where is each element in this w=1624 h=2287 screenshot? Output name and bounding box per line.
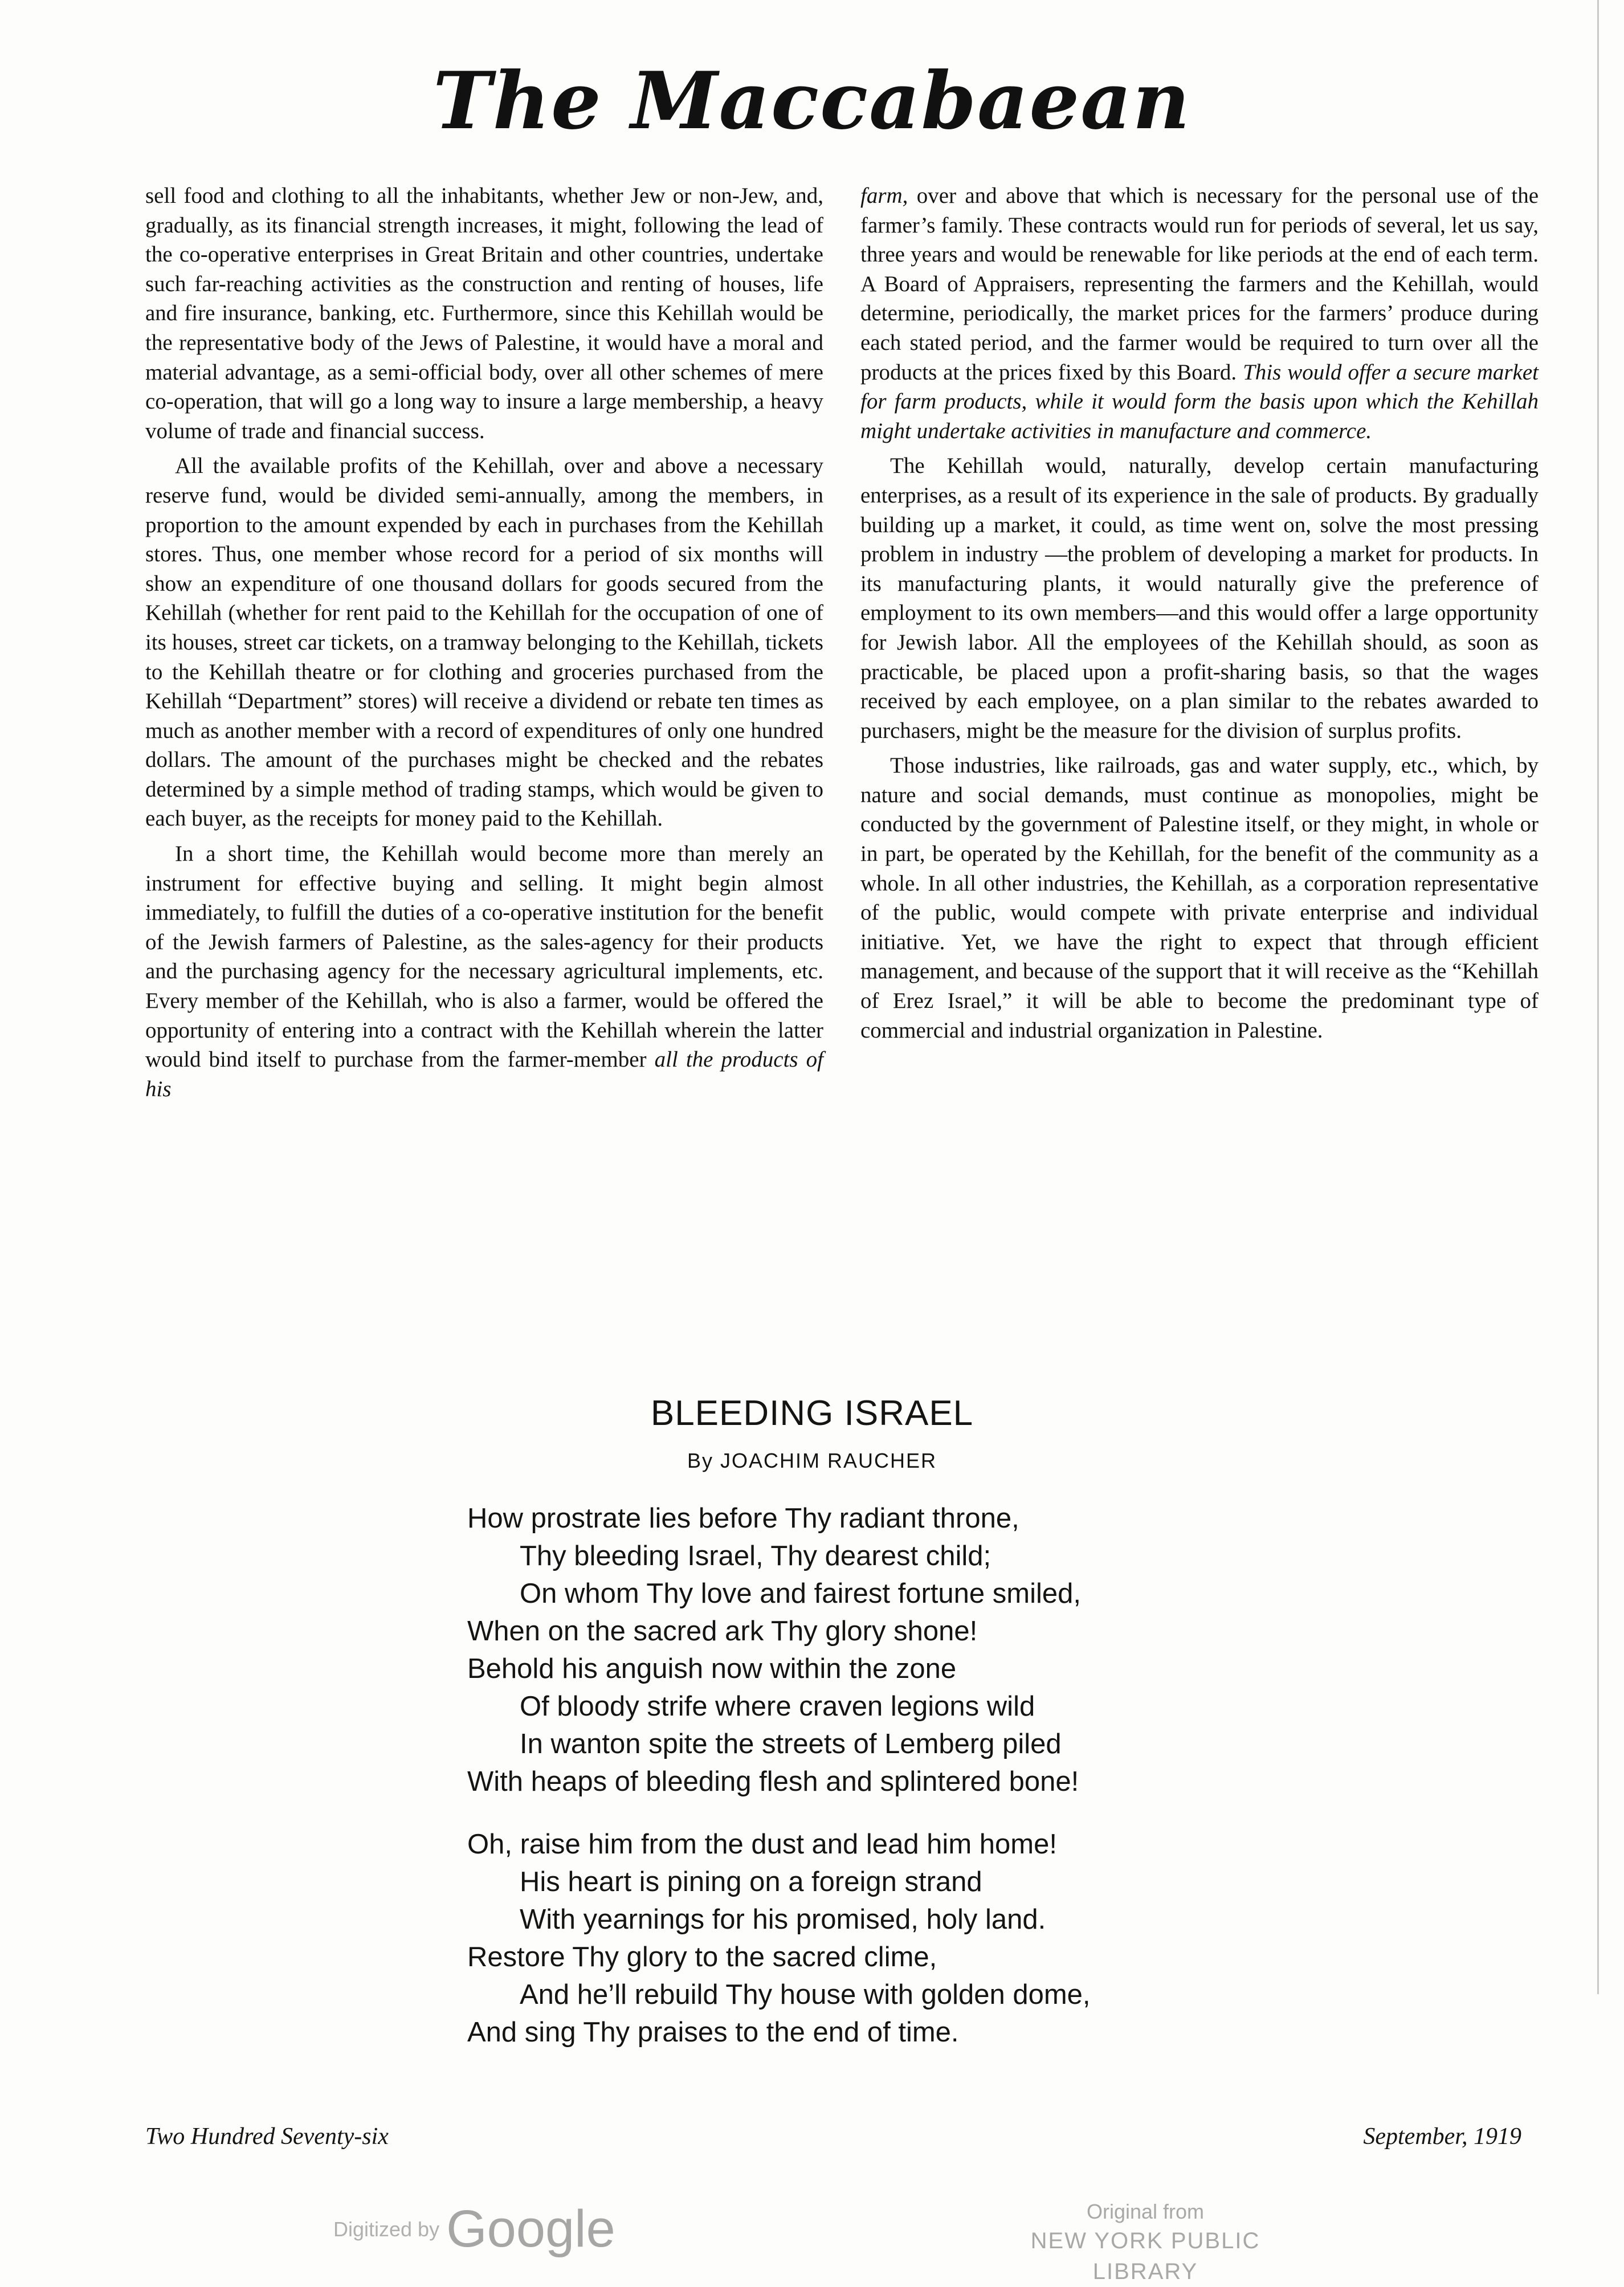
paragraph-italic-text: all the products of his <box>145 1047 823 1101</box>
page-number: Two Hundred Seventy-six <box>145 2123 389 2150</box>
digitized-by-label: Digitized by <box>333 2217 440 2241</box>
poem-line: And he’ll rebuild Thy house with golden dome, <box>520 1979 1091 2010</box>
paragraph: The Kehillah would, naturally, develop certain manufacturing enterprises, as a result of its experience in the sale of products. By gradually building up a market, it could, as time went on, solve the most pressing problem in industry —the problem of developing a market for products. In its manufacturing plants, it would naturally give the preference of employment to its own members—and this would offer a large opportunity for Jewish labor. All the employees of the Kehillah should, as soon as practicable, be placed upon a profit-sharing basis, so that the wages received by each employee, on a plan similar to the rebates awarded to purchasers, might be the measure for the division of surplus profits. <box>860 454 1539 743</box>
poem-line: Thy bleeding Israel, Thy dearest child; <box>520 1541 991 1571</box>
poem-line: Oh, raise him from the dust and lead him home! <box>467 1829 1057 1860</box>
poem-line: With heaps of bleeding flesh and splintered bone! <box>467 1766 1079 1797</box>
paragraph <box>145 839 823 1104</box>
poem-byline: By JOACHIM RAUCHER <box>687 1449 937 1472</box>
poem-line: When on the sacred ark Thy glory shone! <box>467 1616 978 1647</box>
article-column-left <box>145 181 823 1104</box>
poem-line: How prostrate lies before Thy radiant throne, <box>467 1503 1019 1534</box>
poem-line: And sing Thy praises to the end of time. <box>467 2017 959 2048</box>
paragraph: All the available profits of the Kehillah, over and above a necessary reserve fund, would be divided semi-annually, among the members, in proportion to the amount expended by each in purchases from the Kehillah stores. Thus, one member whose record for a period of six months will show an expenditure of one thousand dollars for goods secured from the Kehillah (whether for rent paid to the Kehillah for the occupation of one of its houses, street car tickets, on a tramway belonging to the Kehillah, tickets to the Kehillah theatre or for clothing and groceries purchased from the Kehillah “Department” stores) will receive a dividend or rebate ten times as much as another member with a record of expenditures of only one hundred dollars. The amount of the purchases might be checked and the rebates determined by a simple method of trading stamps, which would be given to each buyer, as the receipts for money paid to the Kehillah. <box>145 454 823 831</box>
masthead-title: The Maccabaean <box>433 54 1191 147</box>
poem-line: Restore Thy glory to the sacred clime, <box>467 1942 937 1972</box>
paragraph: Those industries, like railroads, gas and water supply, etc., which, by nature and social demands, must continue as monopolies, might be conducted by the government of Palestine itself, or they might, in whole or in part, be operated by the Kehillah, for the benefit of the community as a whole. In all other industries, the Kehillah, as a corporation representative of the public, would compete with private enterprise and individual initiative. Yet, we have the right to expect that through efficient management, and because of the support that it will receive as the “Kehillah of Erez Israel,” it will be able to become the predominant type of commercial and industrial organization in Palestine. <box>860 753 1539 1043</box>
paragraph <box>860 181 1539 446</box>
article-body <box>145 181 1539 1104</box>
original-from-label: Original from <box>1086 2200 1205 2223</box>
paragraph: sell food and clothing to all the inhabitants, whether Jew or non-Jew, and, gradually, as its financial strength increases, it might, following the lead of the co-operative enterprises in Great Britain and other countries, undertake such far-reaching activities as the construction and renting of houses, life and fire insurance, banking, etc. Furthermore, since this Kehillah would be the representative body of the Jews of Palestine, it would have a moral and material advantage, as a semi-official body, over all other schemes of mere co-operation, that will go a long way to insure a large membership, a heavy volume of trade and financial success. <box>145 183 823 443</box>
paragraph-text: In a short time, the Kehillah would become more than merely an instrument for effective buying and selling. It might begin almost immediately, to fulfill the duties of a co-operative institution for the benefit of the Jewish farmers of Palestine, as the sales-agency for their products and the purchasing agency for the necessary agricultural implements, etc. Every member of the Kehillah, who is also a farmer, would be offered the opportunity of entering into a contract with the Kehillah wherein the latter would bind itself to purchase from the farmer-member <box>145 842 823 1072</box>
poem-line: His heart is pining on a foreign strand <box>520 1867 982 1897</box>
digitized-by-watermark <box>333 2199 615 2259</box>
page-edge-divider <box>1597 0 1599 1994</box>
issue-date: September, 1919 <box>1363 2123 1521 2150</box>
poem-line: On whom Thy love and fairest fortune smiled, <box>520 1578 1082 1609</box>
poem-line: In wanton spite the streets of Lemberg piled <box>520 1729 1062 1759</box>
paragraph-italic-text: farm, <box>860 183 908 208</box>
paragraph-text: over and above that which is necessary for the personal use of the farmer’s family. These contracts would run for periods of several, let us say, three years and would be renewable for like periods at the end of each term. A Board of Appraisers, representing the farmers and the Kehillah, would determine, periodically, the market prices for the farmers’ produce during each stated period, and the farmer would be required to turn over all the products at the prices fixed by this Board. <box>860 183 1539 385</box>
paragraph-italic-text: This would offer a secure market for farm products, while it would form the basis upon which the Kehillah might undertake activities in manufacture and commerce. <box>860 360 1539 443</box>
poem <box>467 1500 1265 2051</box>
poem-line: With yearnings for his promised, holy land. <box>520 1904 1046 1935</box>
poem-line: Of bloody strife where craven legions wild <box>520 1691 1035 1722</box>
original-from-watermark <box>974 2198 1316 2287</box>
google-logo: Google <box>446 2200 615 2258</box>
library-name: NEW YORK PUBLIC LIBRARY <box>1030 2228 1260 2284</box>
article-column-right <box>860 181 1539 1104</box>
poem-title: BLEEDING ISRAEL <box>650 1394 974 1433</box>
poem-stanza <box>467 1500 1265 1800</box>
poem-line: Behold his anguish now within the zone <box>467 1653 957 1684</box>
poem-stanza <box>467 1825 1265 2051</box>
